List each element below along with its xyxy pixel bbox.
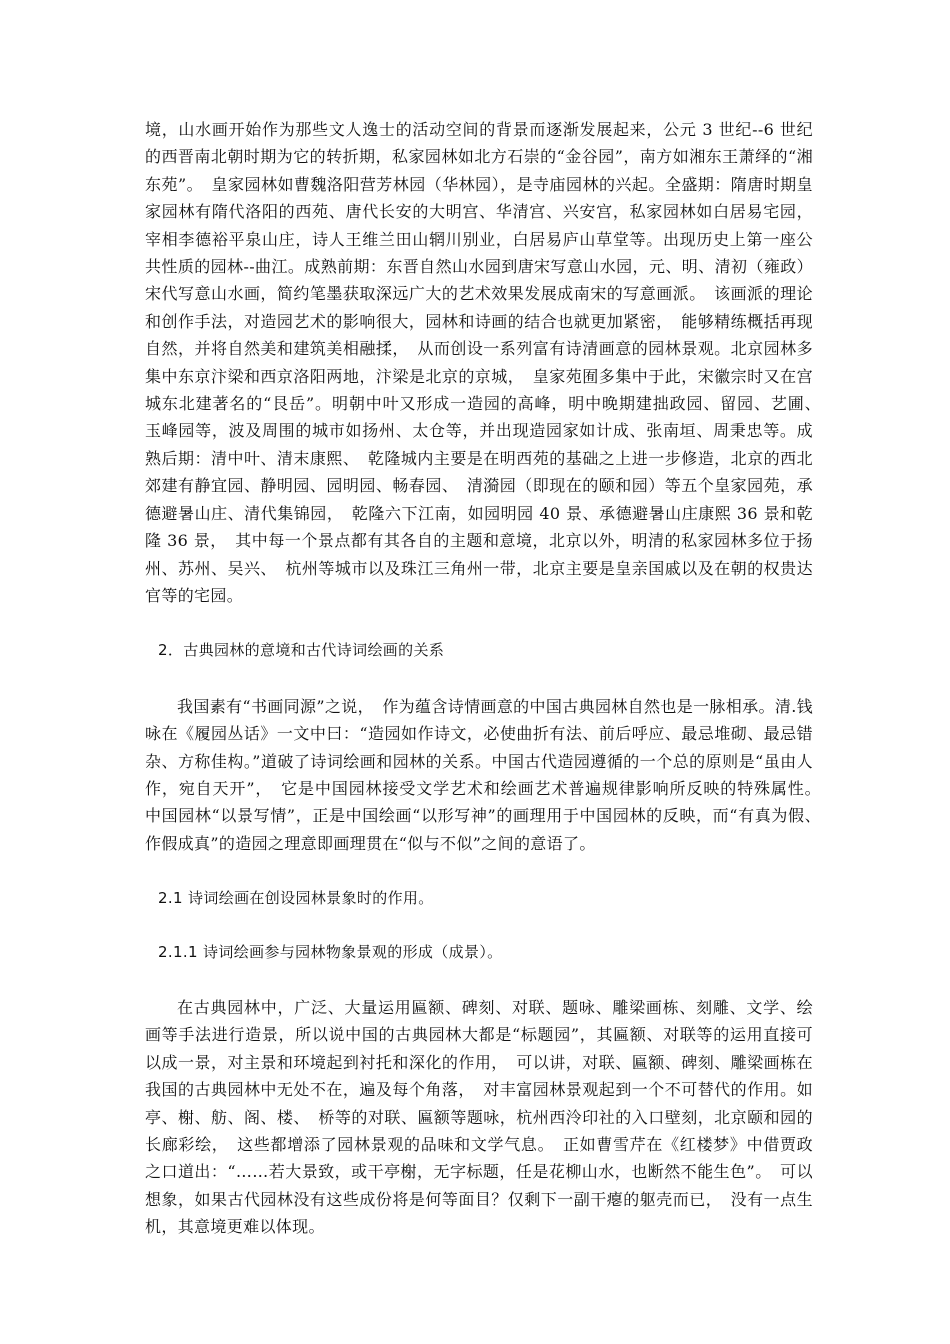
subsection-heading: 2.1 诗词绘画在创设园林景象时的作用。 xyxy=(158,889,434,908)
document-page xyxy=(145,116,830,1241)
body-paragraph: 我国素有“书画同源”之说， 作为蕴含诗情画意的中国古典园林自然也是一脉相承。清.钱咏在《履园丛话》一文中曰：“造园如作诗文，必使曲折有法、前后呼应、最忌堆砌、最忌错杂、方称佳构。”道破了诗词绘画和园林的关系。中国古代造园遵循的一个总的原则是“虽由人作，宛自天开”， 它是中国园林接受文学艺术和绘画艺术普遍规律影响所反映的特殊属性。 中国园林“以景写情”，正是中国绘画“以形写神”的画理用于中国园林的反映，而“有真为假、 作假成真”的造园之理意即画理贯在“似与不似”之间的意语了。 xyxy=(145,696,830,853)
body-paragraph: 在古典园林中，广泛、大量运用匾额、碑刻、对联、题咏、雕梁画栋、刻雕、文学、绘画等手法进行造景，所以说中国的古典园林大都是“标题园”，其匾额、对联等的运用直接可以成一景，对主景和环境起到衬托和深化的作用， 可以讲，对联、匾额、碑刻、雕梁画栋在我国的古典园林中无处不在，遍及每个角落， 对丰富园林景观起到一个不可替代的作用。如亭、榭、舫、阁、楼、 桥等的对联、匾额等题咏，杭州西泠印社的入口壁刻，北京颐和园的长廊彩绘， 这些都增添了园林景观的品味和文学气息。 正如曹雪芹在《红楼梦》中借贾政之口道出：“……若大景致，或干亭榭，无字标题，任是花柳山水，也断然不能生色”。 可以想象，如果古代园林没有这些成份将是何等面目？仅剩下一副干瘪的躯壳而已， 没有一点生机，其意境更难以体现。 xyxy=(145,997,813,1237)
section-heading: 2．古典园林的意境和古代诗词绘画的关系 xyxy=(158,641,445,660)
body-paragraph: 境，山水画开始作为那些文人逸士的活动空间的背景而逐渐发展起来，公元 3 世纪--6 世纪的西晋南北朝时期为它的转折期，私家园林如北方石崇的“金谷园”，南方如湘东王萧绎的“湘东苑”。 皇家园林如曹魏洛阳营芳林园（华林园），是寺庙园林的兴起。全盛期：隋唐时期皇家园林有隋代洛阳的西苑、唐代长安的大明宫、华清宫、兴安宫，私家园林如白居易宅园，宰相李德裕平泉山庄，诗人王维兰田山辋川别业，白居易庐山草堂等。出现历史上第一座公共性质的园林--曲江。成熟前期：东晋自然山水园到唐宋写意山水园，元、明、清初（雍政）宋代写意山水画，简约笔墨获取深远广大的艺术效果发展成南宋的写意画派。 该画派的理论和创作手法，对造园艺术的影响很大，园林和诗画的结合也就更加紧密， 能够精练概括再现自然，并将自然美和建筑美相融揉， 从而创设一系列富有诗清画意的园林景观。北京园林多集中东京汴梁和西京洛阳两地，汴梁是北京的京城， 皇家苑囿多集中于此，宋徽宗时又在宫城东北建著名的“艮岳”。明朝中叶又形成一造园的高峰，明中晚期建拙政园、留园、艺圃、 玉峰园等，波及周围的城市如扬州、太仓等，并出现造园家如计成、张南垣、周秉忠等。成熟后期：清中叶、清末康熙、 乾隆城内主要是在明西苑的基础之上进一步修造，北京的西北郊建有静宜园、静明园、园明园、畅春园、 清漪园（即现在的颐和园）等五个皇家园苑，承德避暑山庄、清代集锦园， 乾隆六下江南，如园明园 40 景、承德避暑山庄康熙 36 景和乾隆 36 景， 其中每一个景点都有其各自的主题和意境，北京以外，明清的私家园林多位于扬州、苏州、吴兴、 杭州等城市以及珠江三角州一带，北京主要是皇亲国戚以及在朝的权贵达官等的宅园。 xyxy=(145,120,830,605)
subsubsection-heading: 2.1.1 诗词绘画参与园林物象景观的形成（成景）。 xyxy=(158,942,503,961)
